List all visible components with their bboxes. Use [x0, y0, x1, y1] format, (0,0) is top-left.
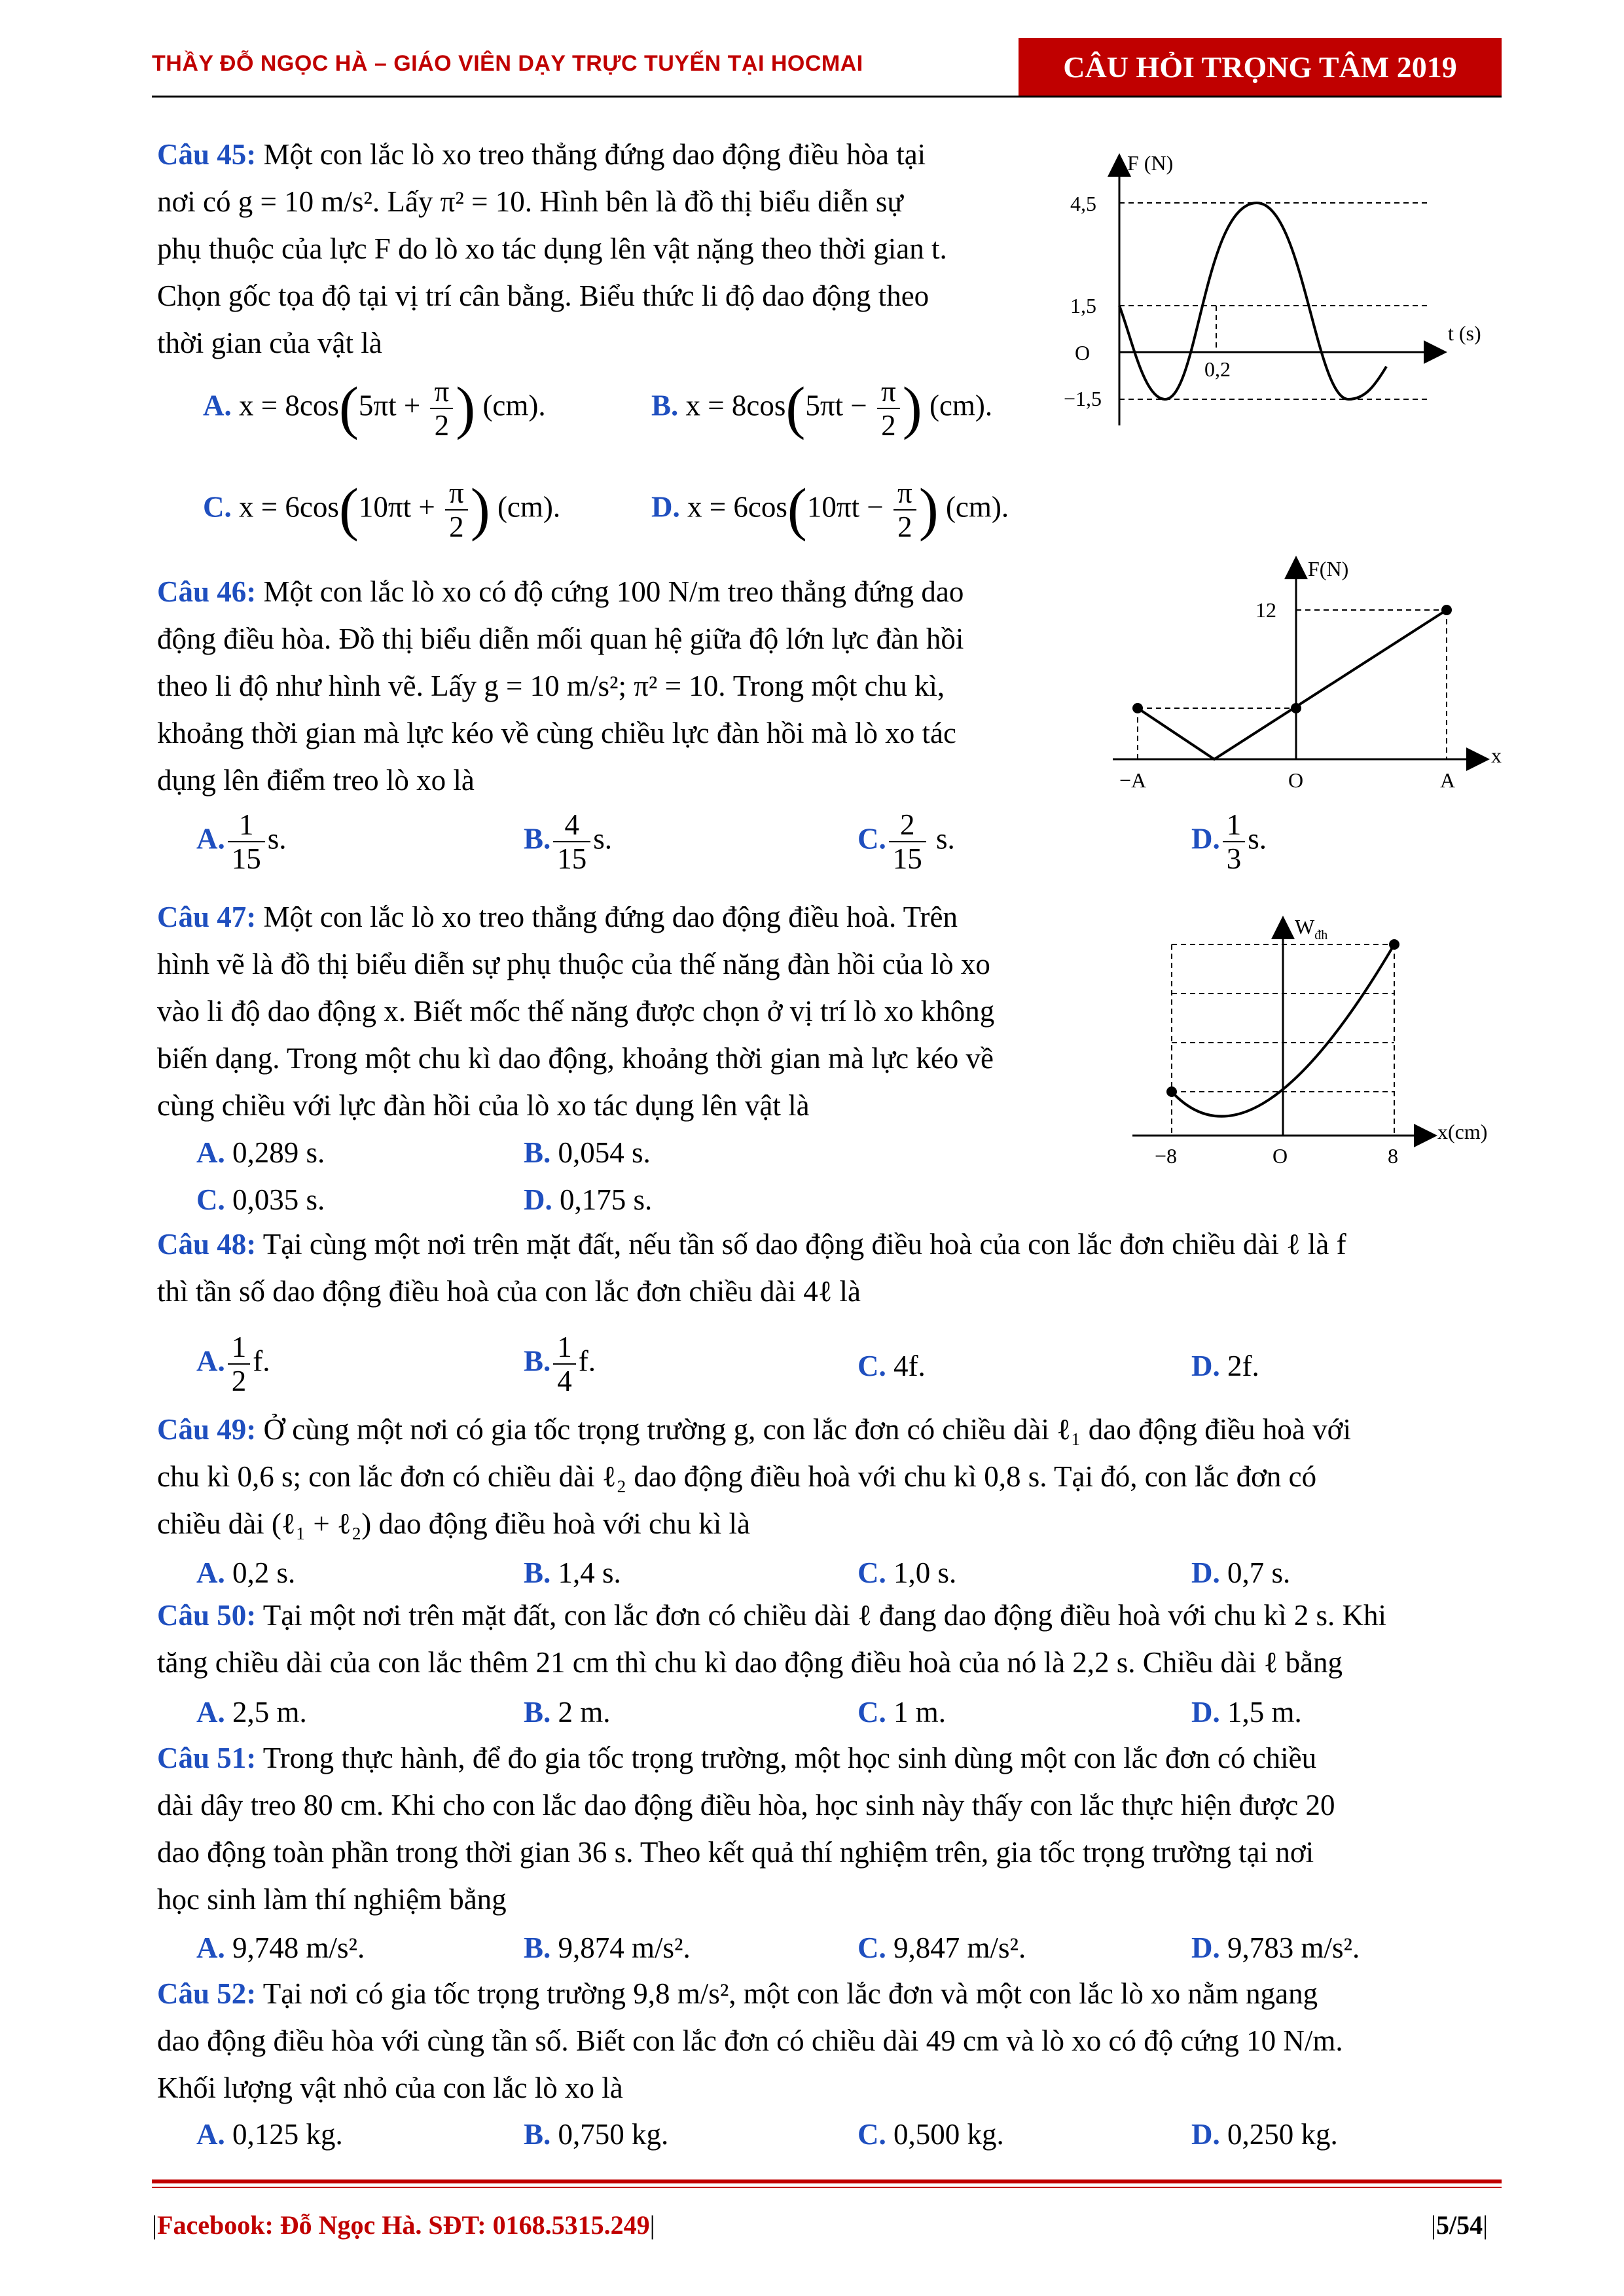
q51-option-d[interactable]: D. 9,783 m/s².: [1191, 1931, 1360, 1964]
question-line: dao động toàn phần trong thời gian 36 s. Theo kết quả thí nghiệm trên, gia tốc trọng trường tại nơi: [157, 1836, 1314, 1869]
q49-option-c[interactable]: C. 1,0 s.: [857, 1556, 957, 1589]
q48-option-a[interactable]: A. $\frac{1}{2}$ f.: [196, 1331, 270, 1397]
question-line: chu kì 0,6 s; con lắc đơn có chiều dài ℓ₂ dao động điều hoà với chu kì 0,8 s. Tại đó, con lắc đơn có: [157, 1460, 1317, 1493]
question-line: biến dạng. Trong một chu kì dao động, khoảng thời gian mà lực kéo về: [157, 1042, 994, 1075]
question-46: [157, 568, 1074, 804]
question-line: khoảng thời gian mà lực kéo về cùng chiều lực đàn hồi mà lò xo tác: [157, 717, 956, 749]
q45-option-b[interactable]: B. x = 8cos(5πt − $\frac{\pi}{2}$ ) (cm).: [651, 375, 993, 442]
question-line: vào li độ dao động x. Biết mốc thế năng được chọn ở vị trí lò xo không: [157, 995, 995, 1028]
question-line: Câu 52: Tại nơi có gia tốc trọng trường 9,8 m/s², một con lắc đơn và một con lắc lò xo nằm ngang: [157, 1977, 1318, 2010]
data-point: [1441, 605, 1452, 615]
data-point: [1132, 703, 1143, 713]
question-label: Câu 47:: [157, 901, 257, 933]
page-number: |5/54|: [1431, 2210, 1489, 2240]
q46-force-displacement-graph: [1100, 547, 1506, 795]
q45-option-a[interactable]: A. x = 8cos(5πt + $\frac{\pi}{2}$ ) (cm).: [203, 375, 546, 442]
q50-option-a[interactable]: A. 2,5 m.: [196, 1696, 307, 1729]
origin-label: O: [1075, 341, 1091, 365]
question-line: Khối lượng vật nhỏ của con lắc lò xo là: [157, 2072, 623, 2104]
question-line: Câu 50: Tại một nơi trên mặt đất, con lắc đơn có chiều dài ℓ đang dao động điều hoà với chu kì 2 s. Khi: [157, 1599, 1386, 1632]
q50-option-d[interactable]: D. 1,5 m.: [1191, 1696, 1302, 1729]
force-curve: [1119, 203, 1386, 399]
q50-option-c[interactable]: C. 1 m.: [857, 1696, 947, 1729]
q51-option-a[interactable]: A. 9,748 m/s².: [196, 1931, 365, 1964]
x-tick: 8: [1388, 1144, 1398, 1168]
question-line: hình vẽ là đồ thị biểu diễn sự phụ thuộc của thế năng đàn hồi của lò xo: [157, 948, 990, 980]
q48-option-d[interactable]: D. 2f.: [1191, 1350, 1259, 1382]
question-50: [157, 1592, 1506, 1686]
question-line: động điều hòa. Đồ thị biểu diễn mối quan hệ giữa độ lớn lực đàn hồi: [157, 622, 964, 655]
y-tick: 1,5: [1070, 294, 1096, 317]
x-tick: A: [1440, 768, 1456, 792]
question-line: chiều dài (ℓ₁ + ℓ₂) dao động điều hoà với chu kì là: [157, 1507, 750, 1540]
q46-option-b[interactable]: B. $\frac{4}{15}$ s.: [524, 808, 613, 875]
q49-option-b[interactable]: B. 1,4 s.: [524, 1556, 621, 1589]
x-axis-label: t (s): [1448, 321, 1481, 345]
q48-option-b[interactable]: B. $\frac{1}{4}$ f.: [524, 1331, 596, 1397]
q50-option-b[interactable]: B. 2 m.: [524, 1696, 611, 1729]
question-45: [157, 131, 1021, 367]
y-axis-label: F(N): [1308, 557, 1349, 581]
x-tick: −A: [1119, 768, 1147, 792]
q51-option-b[interactable]: B. 9,874 m/s².: [524, 1931, 691, 1964]
question-line: theo li độ như hình vẽ. Lấy g = 10 m/s²; π² = 10. Trong một chu kì,: [157, 670, 945, 702]
y-tick: 12: [1255, 598, 1276, 622]
question-line: Chọn gốc tọa độ tại vị trí cân bằng. Biểu thức li độ dao động theo: [157, 279, 929, 312]
q51-option-c[interactable]: C. 9,847 m/s².: [857, 1931, 1026, 1964]
data-point: [1389, 939, 1399, 950]
x-axis-label: x: [1491, 744, 1502, 767]
x-tick: O: [1272, 1144, 1288, 1168]
x-tick: 0,2: [1204, 357, 1231, 381]
x-tick: −8: [1155, 1144, 1178, 1168]
question-line: Câu 47: Một con lắc lò xo treo thẳng đứng dao động điều hoà. Trên: [157, 901, 958, 933]
x-axis-label: x(cm): [1437, 1120, 1488, 1143]
question-48: [157, 1221, 1506, 1315]
q47-option-c[interactable]: C. 0,035 s.: [196, 1183, 325, 1216]
q47-option-d[interactable]: D. 0,175 s.: [524, 1183, 653, 1216]
q52-option-b[interactable]: B. 0,750 kg.: [524, 2118, 669, 2151]
q47-energy-displacement-graph: [1126, 906, 1512, 1168]
header-title: THẦY ĐỖ NGỌC HÀ – GIÁO VIÊN DẠY TRỰC TUYẾN TẠI HOCMAI: [152, 51, 863, 76]
q52-option-c[interactable]: C. 0,500 kg.: [857, 2118, 1004, 2151]
q45-force-time-graph: [1047, 144, 1506, 445]
header-badge: CÂU HỎI TRỌNG TÂM 2019: [1019, 38, 1502, 96]
footer-divider: [152, 2187, 1502, 2188]
question-line: Câu 45: Một con lắc lò xo treo thẳng đứng dao động điều hòa tại: [157, 138, 926, 171]
question-47: [157, 893, 1100, 1129]
question-52: [157, 1970, 1506, 2111]
question-line: tăng chiều dài của con lắc thêm 21 cm thì chu kì dao động điều hoà của nó là 2,2 s. Chiều dài ℓ bằng: [157, 1646, 1343, 1679]
q52-option-a[interactable]: A. 0,125 kg.: [196, 2118, 343, 2151]
x-tick: O: [1288, 768, 1304, 792]
question-line: thời gian của vật là: [157, 327, 382, 359]
q46-option-a[interactable]: A. $\frac{1}{15}$ s.: [196, 808, 287, 875]
question-label: Câu 48:: [157, 1228, 257, 1261]
force-curve: [1138, 610, 1447, 759]
q46-option-d[interactable]: D. $\frac{1}{3}$ s.: [1191, 808, 1267, 875]
question-line: Câu 46: Một con lắc lò xo có độ cứng 100 N/m treo thẳng đứng dao: [157, 575, 964, 608]
question-line: dài dây treo 80 cm. Khi cho con lắc dao động điều hòa, học sinh này thấy con lắc thực hiện được 20: [157, 1789, 1335, 1821]
q49-option-d[interactable]: D. 0,7 s.: [1191, 1556, 1291, 1589]
question-line: nơi có g = 10 m/s². Lấy π² = 10. Hình bên là đồ thị biểu diễn sự: [157, 185, 903, 218]
question-line: Câu 48: Tại cùng một nơi trên mặt đất, nếu tần số dao động điều hoà của con lắc đơn chiều dài ℓ là f: [157, 1228, 1346, 1261]
question-line: dụng lên điểm treo lò xo là: [157, 764, 475, 797]
question-label: Câu 46:: [157, 575, 257, 608]
question-51: [157, 1734, 1506, 1923]
question-line: Câu 51: Trong thực hành, để đo gia tốc trọng trường, một học sinh dùng một con lắc đơn có chiều: [157, 1742, 1317, 1774]
data-point: [1291, 703, 1301, 713]
data-point: [1166, 1086, 1177, 1097]
header-divider: [152, 96, 1502, 98]
question-49: [157, 1406, 1506, 1547]
footer-contact: |Facebook: Đỗ Ngọc Hà. SĐT: 0168.5315.249|: [152, 2210, 655, 2240]
question-label: Câu 52:: [157, 1977, 257, 2010]
question-line: phụ thuộc của lực F do lò xo tác dụng lên vật nặng theo thời gian t.: [157, 232, 947, 265]
q46-option-c[interactable]: C. $\frac{2}{15}$ s.: [857, 808, 955, 875]
y-tick: 4,5: [1070, 192, 1096, 215]
question-line: dao động điều hòa với cùng tần số. Biết con lắc đơn có chiều dài 49 cm và lò xo có độ cứng 10 N/m.: [157, 2024, 1343, 2057]
question-line: Câu 49: Ở cùng một nơi có gia tốc trọng trường g, con lắc đơn có chiều dài ℓ₁ dao động điều hoà với: [157, 1413, 1351, 1446]
question-label: Câu 50:: [157, 1599, 257, 1632]
question-line: thì tần số dao động điều hoà của con lắc đơn chiều dài 4ℓ là: [157, 1275, 861, 1308]
q45-option-d[interactable]: D. x = 6cos(10πt − $\frac{\pi}{2}$ ) (cm).: [651, 476, 1009, 543]
question-label: Câu 45:: [157, 138, 257, 171]
q47-option-b[interactable]: B. 0,054 s.: [524, 1136, 651, 1169]
q45-option-c[interactable]: C. x = 6cos(10πt + $\frac{\pi}{2}$ ) (cm).: [203, 476, 561, 543]
question-line: học sinh làm thí nghiệm bằng: [157, 1883, 507, 1916]
y-tick: −1,5: [1064, 387, 1102, 410]
y-axis-label: $W_{đh}$: [1295, 915, 1328, 942]
question-label: Câu 51:: [157, 1742, 257, 1774]
y-axis-label: F (N): [1127, 151, 1174, 175]
q47-option-a[interactable]: A. 0,289 s.: [196, 1136, 325, 1169]
question-line: cùng chiều với lực đàn hồi của lò xo tác dụng lên vật là: [157, 1089, 810, 1122]
question-label: Câu 49:: [157, 1413, 257, 1446]
q52-option-d[interactable]: D. 0,250 kg.: [1191, 2118, 1338, 2151]
q49-option-a[interactable]: A. 0,2 s.: [196, 1556, 296, 1589]
footer-divider: [152, 2179, 1502, 2183]
q48-option-c[interactable]: C. 4f.: [857, 1350, 926, 1382]
